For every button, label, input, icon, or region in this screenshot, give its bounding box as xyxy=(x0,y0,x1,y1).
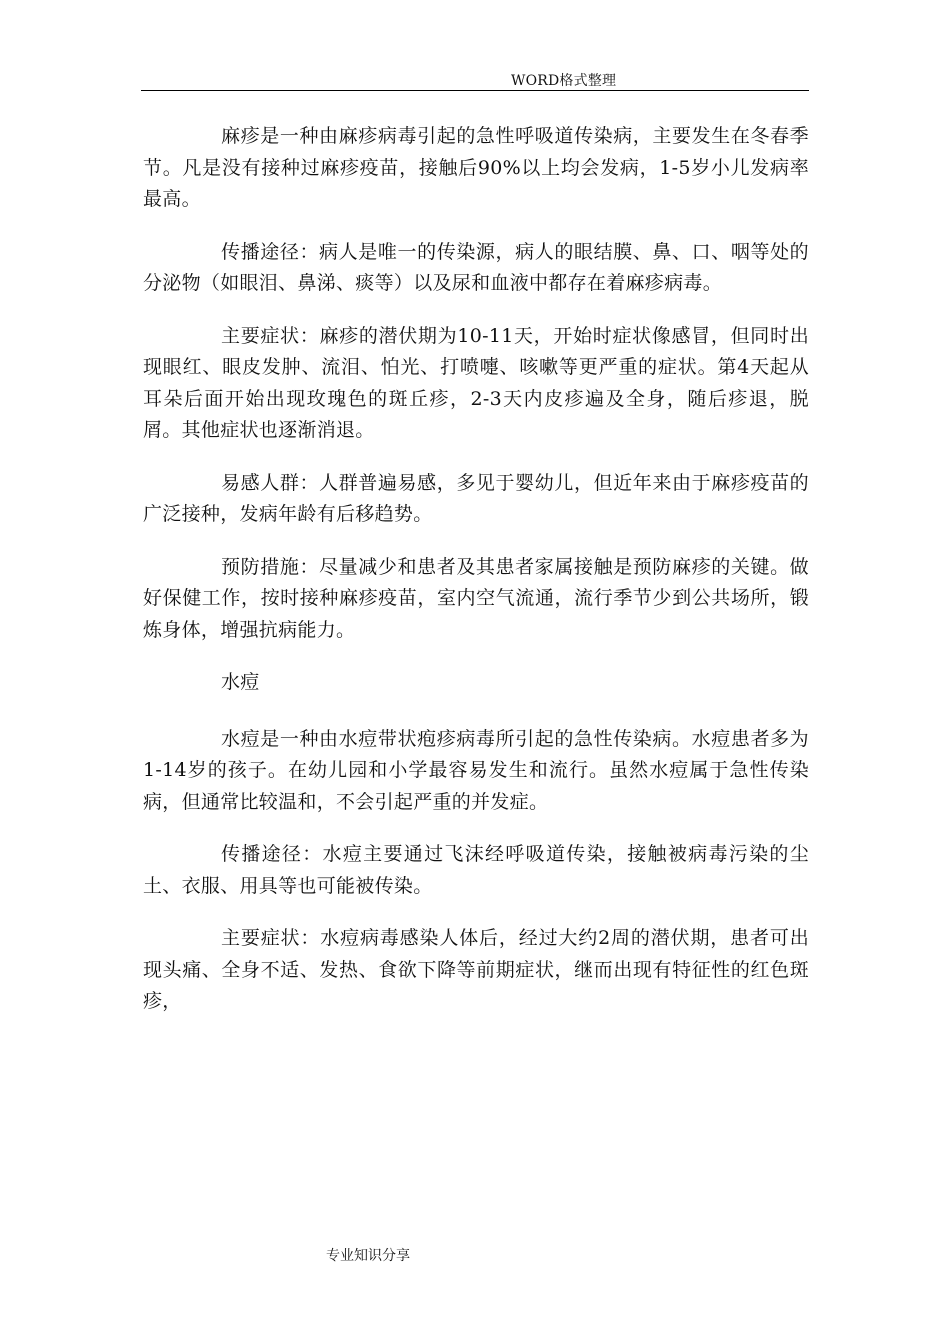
paragraph-measles-prevention: 预防措施：尽量减少和患者及其患者家属接触是预防麻疹的关键。做好保健工作，按时接种麻疹疫苗，室内空气流通，流行季节少到公共场所，锻炼身体，增强抗病能力。 xyxy=(143,555,809,641)
section-heading-chickenpox: 水痘 xyxy=(221,671,260,693)
header-divider xyxy=(141,90,809,91)
paragraph-measles-symptoms: 主要症状：麻疹的潜伏期为10-11天，开始时症状像感冒，但同时出现眼红、眼皮发肿、流泪、怕光、打喷嚏、咳嗽等更严重的症状。第4天起从耳朵后面开始出现玫瑰色的斑丘疹，2-3天内皮疹遍及全身，随后疹退，脱屑。其他症状也逐渐消退。 xyxy=(143,324,809,441)
paragraph-measles-transmission: 传播途径：病人是唯一的传染源，病人的眼结膜、鼻、口、咽等处的分泌物（如眼泪、鼻涕、痰等）以及尿和血液中都存在着麻疹病毒。 xyxy=(143,240,809,294)
page-header-title: WORD格式整理 xyxy=(511,73,617,89)
paragraph-chickenpox-intro: 水痘是一种由水痘带状疱疹病毒所引起的急性传染病。水痘患者多为1-14岁的孩子。在幼儿园和小学最容易发生和流行。虽然水痘属于急性传染病，但通常比较温和，不会引起严重的并发症。 xyxy=(143,727,809,813)
paragraph-measles-intro: 麻疹是一种由麻疹病毒引起的急性呼吸道传染病，主要发生在冬春季节。凡是没有接种过麻疹疫苗，接触后90%以上均会发病，1-5岁小儿发病率最高。 xyxy=(143,125,809,210)
document-body xyxy=(143,121,809,1039)
page-footer-text: 专业知识分享 xyxy=(326,1248,410,1264)
paragraph-chickenpox-symptoms: 主要症状：水痘病毒感染人体后，经过大约2周的潜伏期，患者可出现头痛、全身不适、发热、食欲下降等前期症状，继而出现有特征性的红色斑疹， xyxy=(143,927,809,1012)
paragraph-chickenpox-transmission: 传播途径：水痘主要通过飞沫经呼吸道传染，接触被病毒污染的尘土、衣服、用具等也可能被传染。 xyxy=(143,843,809,897)
paragraph-measles-susceptible: 易感人群：人群普遍易感，多见于婴幼儿，但近年来由于麻疹疫苗的广泛接种，发病年龄有后移趋势。 xyxy=(143,471,809,525)
